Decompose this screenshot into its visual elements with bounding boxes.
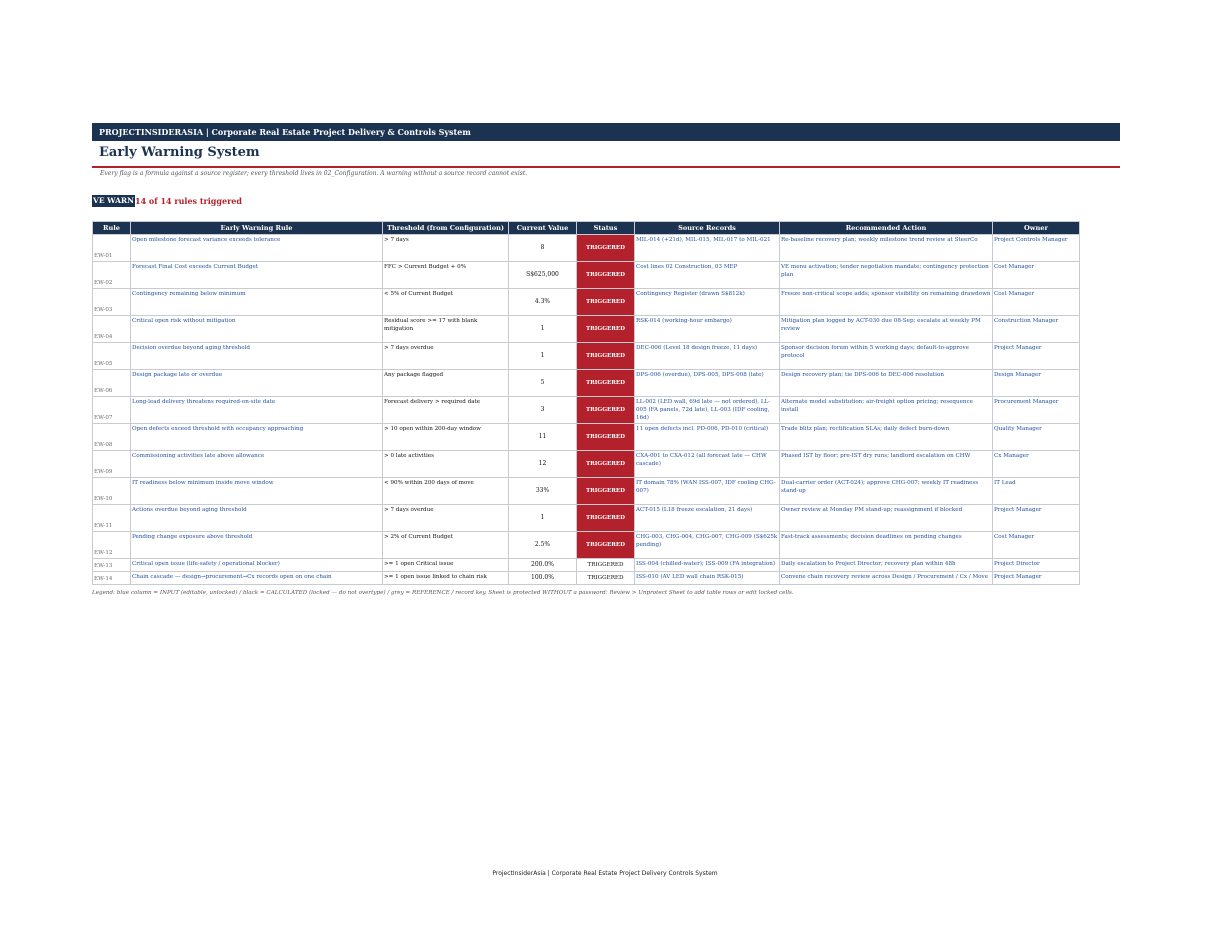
rule-description-cell[interactable]: Actions overdue beyond aging threshold: [131, 505, 383, 532]
rule-id-cell[interactable]: EW-13: [93, 559, 131, 572]
owner-cell[interactable]: Design Manager: [993, 370, 1080, 397]
rule-id-cell[interactable]: EW-01: [93, 235, 131, 262]
rule-id-cell[interactable]: EW-10: [93, 478, 131, 505]
rule-id-cell[interactable]: EW-06: [93, 370, 131, 397]
source-records-cell[interactable]: DEC-006 (Level 18 design freeze, 11 days): [635, 343, 780, 370]
threshold-cell[interactable]: > 0 late activities: [383, 451, 509, 478]
legend-note: Legend: blue column = INPUT (editable, unlocked) / black = CALCULATED (locked — do not overtype) / grey = REFERENCE / record key. Sheet is protected WITHOUT a password: Review > Unprotect Sheet to add table rows or edit locked cells.: [92, 590, 794, 596]
table-header-row: [93, 222, 1080, 235]
rule-id-cell[interactable]: EW-04: [93, 316, 131, 343]
table-row[interactable]: [93, 262, 1080, 289]
threshold-cell[interactable]: > 2% of Current Budget: [383, 532, 509, 559]
status-cell[interactable]: TRIGGERED: [577, 451, 635, 478]
threshold-cell[interactable]: > 7 days: [383, 235, 509, 262]
column-header-source-records[interactable]: Source Records: [635, 222, 780, 235]
status-cell[interactable]: TRIGGERED: [577, 262, 635, 289]
status-cell[interactable]: TRIGGERED: [577, 532, 635, 559]
recommended-action-cell[interactable]: Freeze non-critical scope adds; sponsor visibility on remaining drawdown: [780, 289, 993, 316]
column-header-owner[interactable]: Owner: [993, 222, 1080, 235]
current-value-cell[interactable]: S$625,000: [509, 262, 577, 289]
current-value-cell[interactable]: 1: [509, 343, 577, 370]
rule-id-cell[interactable]: EW-08: [93, 424, 131, 451]
source-records-cell[interactable]: CHG-003, CHG-004, CHG-007, CHG-009 (S$625k pending): [635, 532, 780, 559]
owner-cell[interactable]: Cost Manager: [993, 262, 1080, 289]
rule-id-cell[interactable]: EW-14: [93, 572, 131, 585]
threshold-cell[interactable]: < 90% within 200 days of move: [383, 478, 509, 505]
recommended-action-cell[interactable]: Design recovery plan; tie DPS-006 to DEC-006 resolution: [780, 370, 993, 397]
recommended-action-cell[interactable]: Dual-carrier order (ACT-024); approve CHG-007; weekly IT readiness stand-up: [780, 478, 993, 505]
threshold-cell[interactable]: Residual score >= 17 with blank mitigation: [383, 316, 509, 343]
rule-description-cell[interactable]: Design package late or overdue: [131, 370, 383, 397]
source-records-cell[interactable]: CXA-001 to CXA-012 (all forecast late — CHW cascade): [635, 451, 780, 478]
source-records-cell[interactable]: Cost lines 02 Construction, 03 MEP: [635, 262, 780, 289]
warning-status-line: [92, 195, 242, 208]
status-cell[interactable]: TRIGGERED: [577, 505, 635, 532]
status-cell[interactable]: TRIGGERED: [577, 559, 635, 572]
page-subtitle: Every flag is a formula against a source register; every threshold lives in 02_Configuration. A warning without a source record cannot exist.: [100, 170, 528, 177]
owner-cell[interactable]: Procurement Manager: [993, 397, 1080, 424]
rule-id-cell[interactable]: EW-12: [93, 532, 131, 559]
page-title: Early Warning System: [99, 145, 260, 160]
status-cell[interactable]: TRIGGERED: [577, 316, 635, 343]
status-cell[interactable]: TRIGGERED: [577, 424, 635, 451]
table-row[interactable]: [93, 424, 1080, 451]
report-banner: PROJECTINSIDERASIA | Corporate Real Estate Project Delivery & Controls System: [92, 123, 1120, 141]
title-divider: [92, 166, 1120, 168]
recommended-action-cell[interactable]: Daily escalation to Project Director; recovery plan within 48h: [780, 559, 993, 572]
early-warning-table: [92, 221, 1080, 585]
triggered-count: 14 of 14 rules triggered: [135, 196, 242, 206]
source-records-cell[interactable]: LL-002 (LED wall, 69d late — not ordered), LL-005 (FA panels, 72d late), LL-003 (IDF cooling, 16d): [635, 397, 780, 424]
recommended-action-cell[interactable]: Re-baseline recovery plan; weekly milestone trend review at SteerCo: [780, 235, 993, 262]
rule-description-cell[interactable]: Long-lead delivery threatens required-on-site date: [131, 397, 383, 424]
owner-cell[interactable]: Cost Manager: [993, 532, 1080, 559]
threshold-cell[interactable]: >= 1 open issue linked to chain risk: [383, 572, 509, 585]
rule-description-cell[interactable]: Commissioning activities late above allowance: [131, 451, 383, 478]
current-value-cell[interactable]: 11: [509, 424, 577, 451]
table-row[interactable]: [93, 316, 1080, 343]
table-row[interactable]: [93, 343, 1080, 370]
status-cell[interactable]: TRIGGERED: [577, 478, 635, 505]
source-records-cell[interactable]: ISS-004 (chilled-water); ISS-009 (FA integration): [635, 559, 780, 572]
table-row[interactable]: [93, 559, 1080, 572]
current-value-cell[interactable]: 12: [509, 451, 577, 478]
owner-cell[interactable]: Quality Manager: [993, 424, 1080, 451]
status-cell[interactable]: TRIGGERED: [577, 343, 635, 370]
table-row[interactable]: [93, 289, 1080, 316]
rule-description-cell[interactable]: IT readiness below minimum inside move window: [131, 478, 383, 505]
rule-description-cell[interactable]: Open milestone forecast variance exceeds tolerance: [131, 235, 383, 262]
threshold-cell[interactable]: > 7 days overdue: [383, 343, 509, 370]
current-value-cell[interactable]: 33%: [509, 478, 577, 505]
owner-cell[interactable]: Project Director: [993, 559, 1080, 572]
owner-cell[interactable]: Project Manager: [993, 572, 1080, 585]
column-header-early-warning-rule[interactable]: Early Warning Rule: [131, 222, 383, 235]
source-records-cell[interactable]: MIL-014 (+21d), MIL-015, MIL-017 to MIL-021: [635, 235, 780, 262]
rule-id-cell[interactable]: EW-02: [93, 262, 131, 289]
recommended-action-cell[interactable]: Phased IST by floor; pre-IST dry runs; landlord escalation on CHW: [780, 451, 993, 478]
rule-id-cell[interactable]: EW-09: [93, 451, 131, 478]
table-row[interactable]: [93, 370, 1080, 397]
column-header-current-value[interactable]: Current Value: [509, 222, 577, 235]
threshold-cell[interactable]: FFC > Current Budget + 0%: [383, 262, 509, 289]
threshold-cell[interactable]: > 7 days overdue: [383, 505, 509, 532]
table-row[interactable]: [93, 572, 1080, 585]
threshold-cell[interactable]: >= 1 open Critical issue: [383, 559, 509, 572]
source-records-cell[interactable]: ACT-015 (L18 freeze escalation, 21 days): [635, 505, 780, 532]
status-cell[interactable]: TRIGGERED: [577, 572, 635, 585]
column-header-threshold[interactable]: Threshold (from Configuration): [383, 222, 509, 235]
owner-cell[interactable]: Construction Manager: [993, 316, 1080, 343]
current-value-cell[interactable]: 1: [509, 505, 577, 532]
status-cell[interactable]: TRIGGERED: [577, 397, 635, 424]
current-value-cell[interactable]: 8: [509, 235, 577, 262]
rule-description-cell[interactable]: Contingency remaining below minimum: [131, 289, 383, 316]
current-value-cell[interactable]: 4.3%: [509, 289, 577, 316]
status-cell[interactable]: TRIGGERED: [577, 235, 635, 262]
recommended-action-cell[interactable]: Mitigation plan logged by ACT-030 due 08-Sep; escalate at weekly PM review: [780, 316, 993, 343]
recommended-action-cell[interactable]: Sponsor decision forum within 5 working days; default-to-approve protocol: [780, 343, 993, 370]
recommended-action-cell[interactable]: Trade blitz plan; rectification SLAs; daily defect burn-down: [780, 424, 993, 451]
owner-cell[interactable]: Cost Manager: [993, 289, 1080, 316]
table-row[interactable]: [93, 397, 1080, 424]
owner-cell[interactable]: Project Manager: [993, 505, 1080, 532]
threshold-cell[interactable]: > 10 open within 200-day window: [383, 424, 509, 451]
threshold-cell[interactable]: Forecast delivery > required date: [383, 397, 509, 424]
table-row[interactable]: [93, 451, 1080, 478]
threshold-cell[interactable]: Any package flagged: [383, 370, 509, 397]
rule-id-cell[interactable]: EW-07: [93, 397, 131, 424]
rule-description-cell[interactable]: Pending change exposure above threshold: [131, 532, 383, 559]
page-footer: ProjectInsiderAsia | Corporate Real Estate Project Delivery Controls System: [492, 870, 718, 877]
current-value-cell[interactable]: 100.0%: [509, 572, 577, 585]
recommended-action-cell[interactable]: VE menu activation; tender negotiation mandate; contingency protection plan: [780, 262, 993, 289]
current-value-cell[interactable]: 1: [509, 316, 577, 343]
current-value-cell[interactable]: 3: [509, 397, 577, 424]
rule-description-cell[interactable]: Open defects exceed threshold with occupancy approaching: [131, 424, 383, 451]
status-cell[interactable]: TRIGGERED: [577, 370, 635, 397]
table-row[interactable]: [93, 532, 1080, 559]
current-value-cell[interactable]: 2.5%: [509, 532, 577, 559]
table-row[interactable]: [93, 235, 1080, 262]
owner-cell[interactable]: Project Controls Manager: [993, 235, 1080, 262]
warning-status-tag: VE WARN: [93, 196, 134, 205]
source-records-cell[interactable]: 11 open defects incl. PD-006, PD-010 (critical): [635, 424, 780, 451]
owner-cell[interactable]: Cx Manager: [993, 451, 1080, 478]
source-records-cell[interactable]: Contingency Register (drawn S$812k): [635, 289, 780, 316]
threshold-cell[interactable]: < 5% of Current Budget: [383, 289, 509, 316]
rule-id-cell[interactable]: EW-11: [93, 505, 131, 532]
owner-cell[interactable]: IT Lead: [993, 478, 1080, 505]
current-value-cell[interactable]: 5: [509, 370, 577, 397]
status-cell[interactable]: TRIGGERED: [577, 289, 635, 316]
recommended-action-cell[interactable]: Alternate model substitution; air-freight option pricing; resequence install: [780, 397, 993, 424]
rule-description-cell[interactable]: Chain cascade — design→procurement→Cx records open on one chain: [131, 572, 383, 585]
source-records-cell[interactable]: RSK-014 (working-hour embargo): [635, 316, 780, 343]
rule-description-cell[interactable]: Decision overdue beyond aging threshold: [131, 343, 383, 370]
source-records-cell[interactable]: DPS-006 (overdue), DPS-005, DPS-008 (late): [635, 370, 780, 397]
column-header-status[interactable]: Status: [577, 222, 635, 235]
recommended-action-cell[interactable]: Convene chain recovery review across Design / Procurement / Cx / Move: [780, 572, 993, 585]
source-records-cell[interactable]: ISS-010 (AV LED wall chain RSK-015): [635, 572, 780, 585]
rule-description-cell[interactable]: Critical open issue (life-safety / operational blocker): [131, 559, 383, 572]
owner-cell[interactable]: Project Manager: [993, 343, 1080, 370]
table-row[interactable]: [93, 478, 1080, 505]
recommended-action-cell[interactable]: Fast-track assessments; decision deadlines on pending changes: [780, 532, 993, 559]
recommended-action-cell[interactable]: Owner review at Monday PM stand-up; reassignment if blocked: [780, 505, 993, 532]
column-header-recommended-action[interactable]: Recommended Action: [780, 222, 993, 235]
source-records-cell[interactable]: IT domain 78% (WAN ISS-007, IDF cooling CHG-007): [635, 478, 780, 505]
rule-id-cell[interactable]: EW-03: [93, 289, 131, 316]
rule-id-cell[interactable]: EW-05: [93, 343, 131, 370]
table-row[interactable]: [93, 505, 1080, 532]
rule-description-cell[interactable]: Critical open risk without mitigation: [131, 316, 383, 343]
rule-description-cell[interactable]: Forecast Final Cost exceeds Current Budget: [131, 262, 383, 289]
current-value-cell[interactable]: 200.0%: [509, 559, 577, 572]
column-header-rule[interactable]: Rule: [93, 222, 131, 235]
